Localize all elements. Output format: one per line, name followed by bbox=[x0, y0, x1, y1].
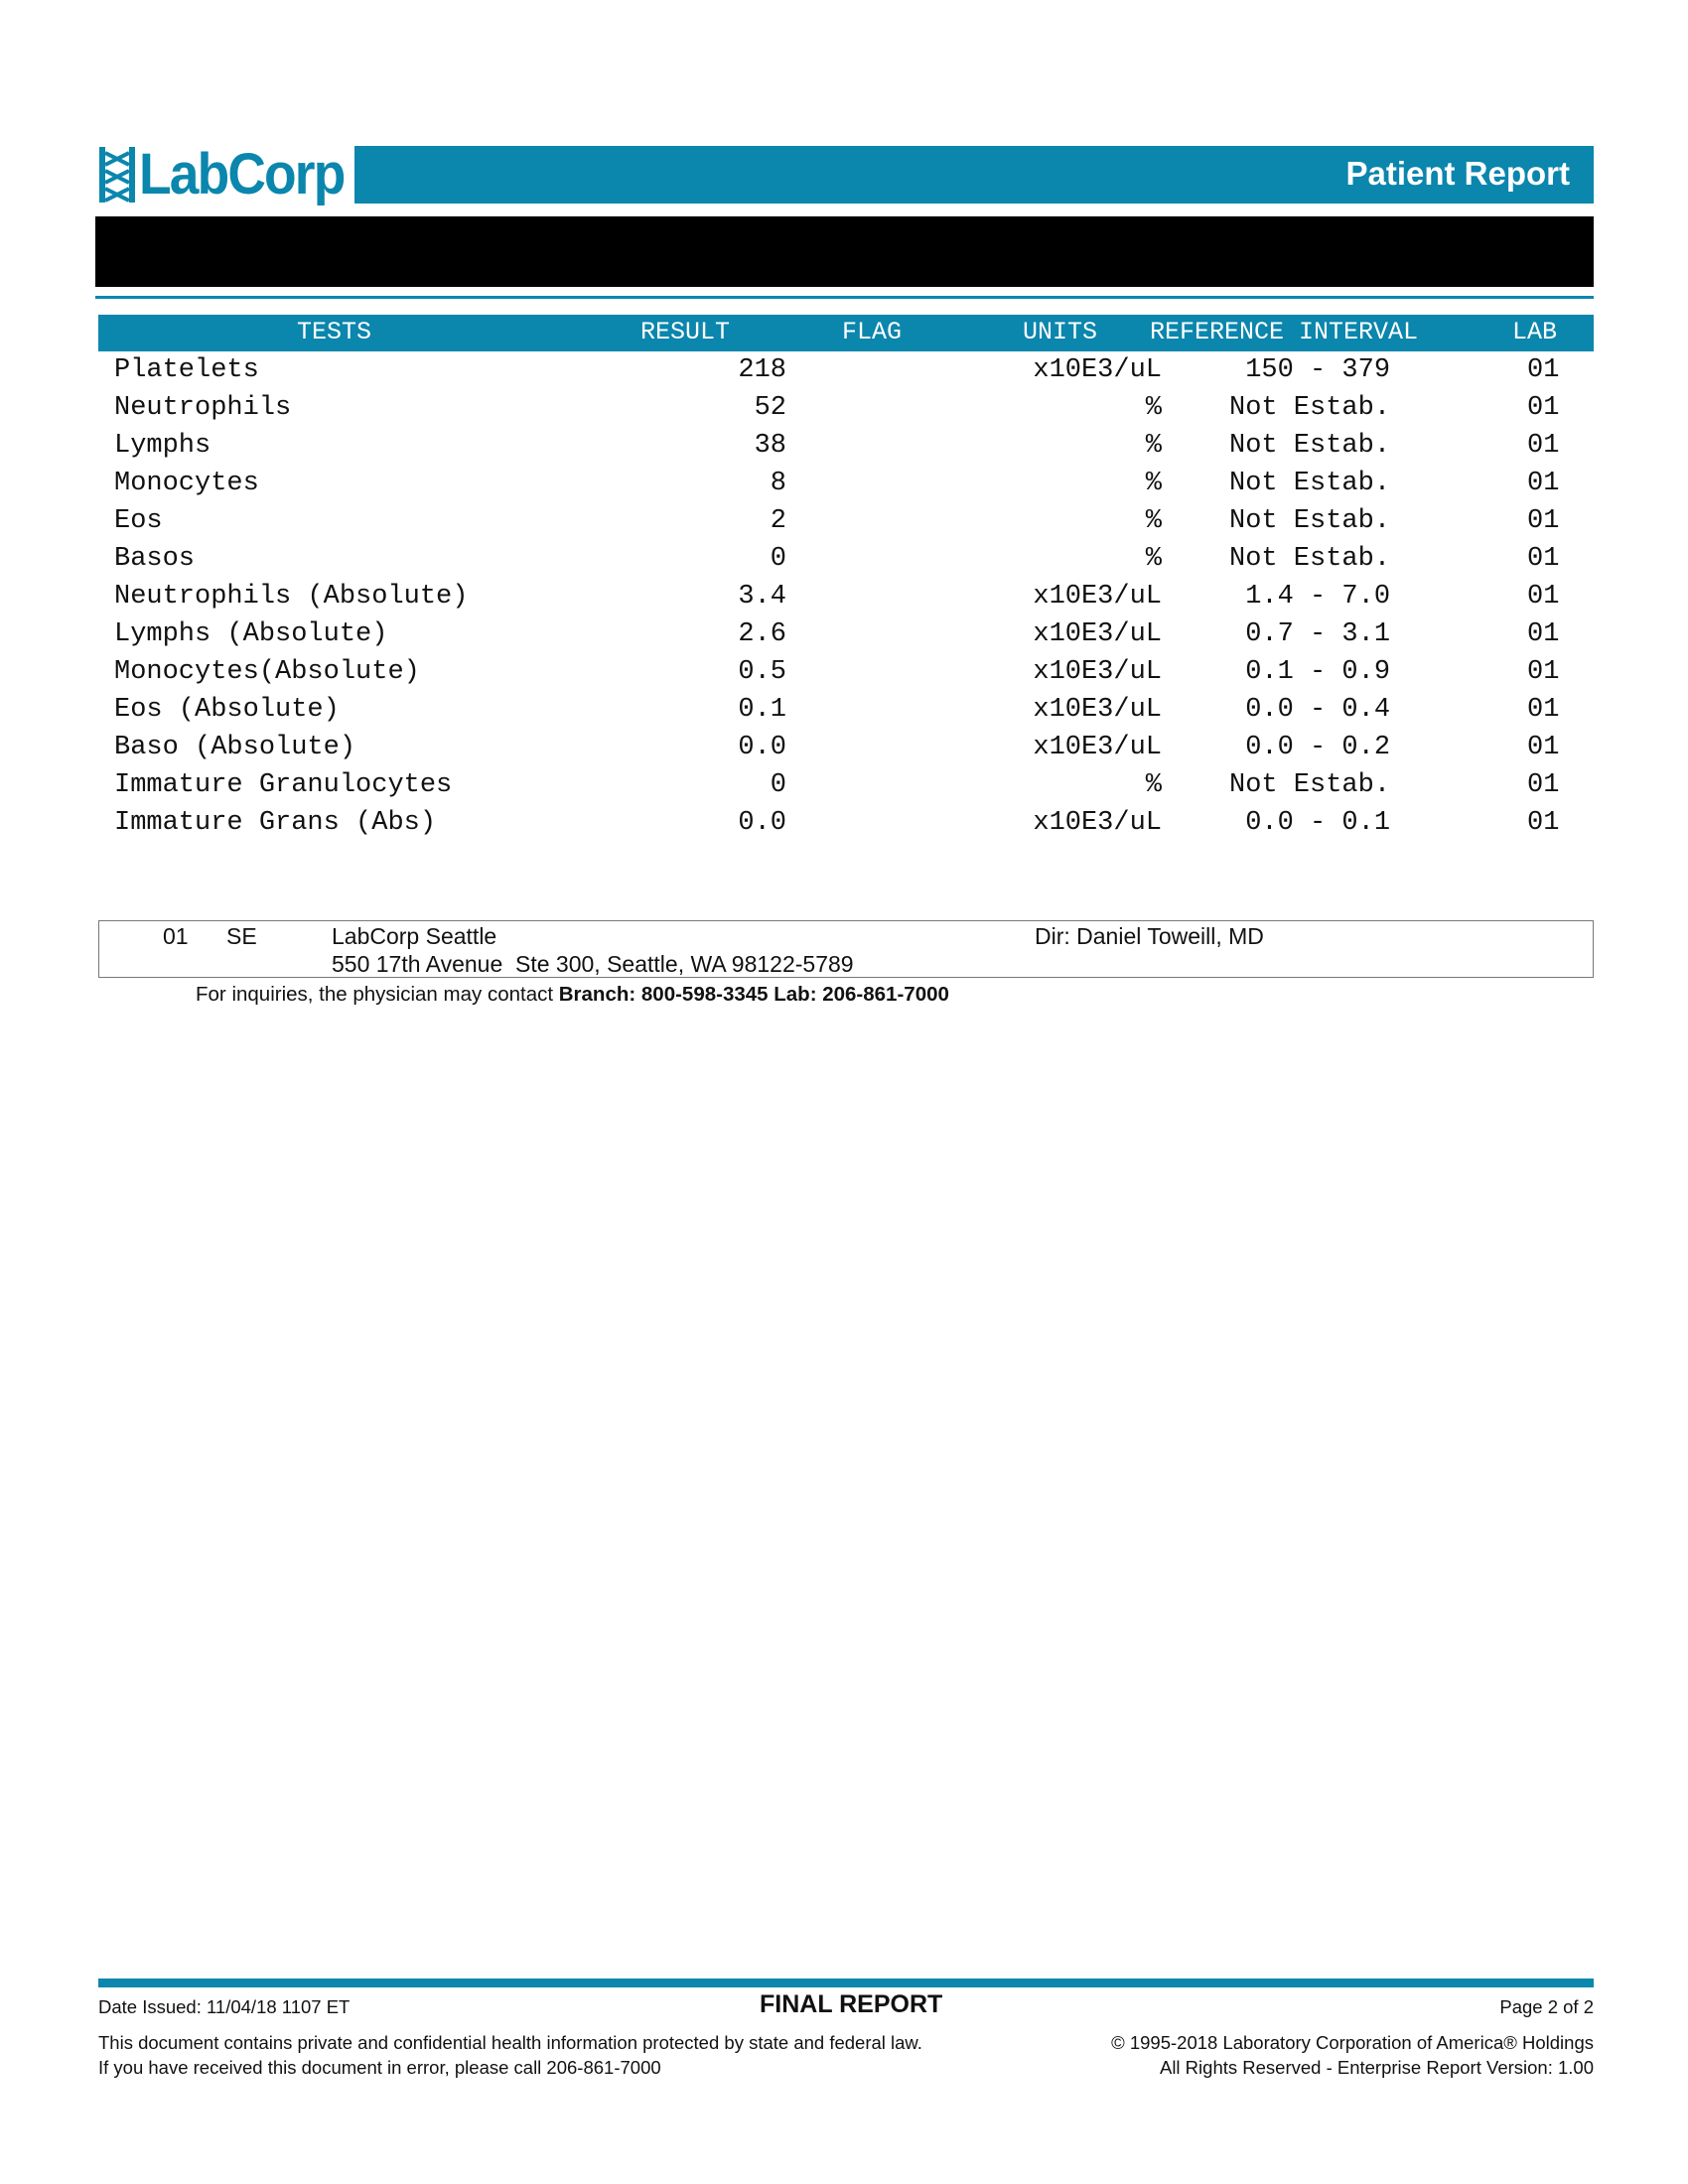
test-name: Platelets bbox=[114, 355, 259, 385]
test-result: 0.5 bbox=[738, 657, 786, 687]
reference-interval: Not Estab. bbox=[1229, 770, 1391, 800]
inquiry-text: For inquiries, the physician may contact bbox=[196, 983, 559, 1006]
reference-interval: 0.7 - 3.1 bbox=[1229, 619, 1391, 649]
test-name: Eos bbox=[114, 506, 163, 536]
logo-wordmark: LabCorp bbox=[139, 142, 345, 206]
test-name: Immature Grans (Abs) bbox=[114, 808, 437, 838]
performing-lab-box bbox=[98, 920, 1594, 978]
reference-interval: 0.0 - 0.4 bbox=[1229, 695, 1391, 725]
date-issued: Date Issued: 11/04/18 1107 ET bbox=[98, 1996, 351, 2017]
test-units: x10E3/uL bbox=[1033, 733, 1162, 762]
test-units: % bbox=[1145, 469, 1162, 498]
lab-info-name: LabCorp Seattle bbox=[332, 923, 497, 949]
lab-code: 01 bbox=[1527, 733, 1560, 762]
test-name: Basos bbox=[114, 544, 196, 574]
reference-interval: Not Estab. bbox=[1229, 393, 1391, 423]
reference-interval: 0.0 - 0.1 bbox=[1229, 808, 1391, 838]
reference-interval: 1.4 - 7.0 bbox=[1229, 582, 1391, 612]
confidential-notice-line-1: This document contains private and confidential health information protected by state and federal law. bbox=[98, 2032, 922, 2053]
lab-code: 01 bbox=[1527, 469, 1560, 498]
table-row bbox=[0, 582, 1688, 619]
lab-info-director: Dir: Daniel Toweill, MD bbox=[1035, 923, 1264, 949]
reference-interval: 0.1 - 0.9 bbox=[1229, 657, 1391, 687]
inquiry-line bbox=[196, 983, 949, 1007]
test-result: 0.0 bbox=[738, 733, 786, 762]
test-result: 218 bbox=[738, 355, 786, 385]
lab-info-code: 01 bbox=[163, 923, 189, 949]
table-row bbox=[0, 695, 1688, 733]
column-header-reference-interval: REFERENCE INTERVAL bbox=[1150, 318, 1419, 346]
test-result: 8 bbox=[770, 469, 786, 498]
lab-code: 01 bbox=[1527, 544, 1560, 574]
test-result: 2 bbox=[770, 506, 786, 536]
test-units: % bbox=[1145, 544, 1162, 574]
reference-interval: Not Estab. bbox=[1229, 544, 1391, 574]
test-units: x10E3/uL bbox=[1033, 695, 1162, 725]
test-result: 38 bbox=[754, 431, 786, 461]
lab-info-address: 550 17th Avenue Ste 300, Seattle, WA 98122-5789 bbox=[332, 951, 854, 977]
test-name: Baso (Absolute) bbox=[114, 733, 356, 762]
table-row bbox=[0, 733, 1688, 770]
results-table-header bbox=[98, 315, 1594, 351]
lab-code: 01 bbox=[1527, 657, 1560, 687]
test-name: Neutrophils (Absolute) bbox=[114, 582, 469, 612]
test-name: Neutrophils bbox=[114, 393, 292, 423]
lab-code: 01 bbox=[1527, 355, 1560, 385]
test-name: Monocytes bbox=[114, 469, 259, 498]
test-result: 0.1 bbox=[738, 695, 786, 725]
table-row bbox=[0, 770, 1688, 808]
reference-interval: Not Estab. bbox=[1229, 431, 1391, 461]
test-name: Lymphs bbox=[114, 431, 211, 461]
copyright-line-2: All Rights Reserved - Enterprise Report Version: 1.00 bbox=[1159, 2057, 1594, 2078]
table-row bbox=[0, 657, 1688, 695]
lab-code: 01 bbox=[1527, 431, 1560, 461]
test-name: Eos (Absolute) bbox=[114, 695, 340, 725]
test-name: Monocytes(Absolute) bbox=[114, 657, 420, 687]
lab-code: 01 bbox=[1527, 619, 1560, 649]
table-row bbox=[0, 506, 1688, 544]
lab-code: 01 bbox=[1527, 808, 1560, 838]
inquiry-contacts: Branch: 800-598-3345 Lab: 206-861-7000 bbox=[558, 983, 949, 1006]
column-header-tests: TESTS bbox=[297, 318, 372, 346]
test-units: % bbox=[1145, 431, 1162, 461]
lab-code: 01 bbox=[1527, 506, 1560, 536]
lab-code: 01 bbox=[1527, 582, 1560, 612]
test-name: Lymphs (Absolute) bbox=[114, 619, 388, 649]
labcorp-dna-icon bbox=[99, 147, 135, 203]
column-header-units: UNITS bbox=[1023, 318, 1098, 346]
test-units: % bbox=[1145, 506, 1162, 536]
column-header-flag: FLAG bbox=[842, 318, 903, 346]
report-title-bar bbox=[354, 146, 1594, 204]
confidential-notice-line-2: If you have received this document in error, please call 206-861-7000 bbox=[98, 2057, 661, 2078]
report-status: FINAL REPORT bbox=[760, 1990, 943, 2018]
lab-code: 01 bbox=[1527, 393, 1560, 423]
table-row bbox=[0, 393, 1688, 431]
test-units: % bbox=[1145, 770, 1162, 800]
report-title: Patient Report bbox=[1345, 155, 1570, 192]
column-header-result: RESULT bbox=[640, 318, 731, 346]
reference-interval: 0.0 - 0.2 bbox=[1229, 733, 1391, 762]
test-result: 0 bbox=[770, 770, 786, 800]
lab-info-site: SE bbox=[226, 923, 257, 949]
test-units: x10E3/uL bbox=[1033, 657, 1162, 687]
test-result: 3.4 bbox=[738, 582, 786, 612]
table-row bbox=[0, 469, 1688, 506]
lab-code: 01 bbox=[1527, 695, 1560, 725]
reference-interval: 150 - 379 bbox=[1229, 355, 1391, 385]
labcorp-logo bbox=[99, 143, 361, 206]
patient-info-bar bbox=[95, 216, 1594, 287]
page-number: Page 2 of 2 bbox=[1499, 1996, 1594, 2017]
test-result: 2.6 bbox=[738, 619, 786, 649]
footer-divider bbox=[98, 1979, 1594, 1987]
test-name: Immature Granulocytes bbox=[114, 770, 453, 800]
test-result: 52 bbox=[754, 393, 786, 423]
reference-interval: Not Estab. bbox=[1229, 469, 1391, 498]
header-divider bbox=[95, 296, 1594, 299]
column-header-lab: LAB bbox=[1512, 318, 1558, 346]
table-row bbox=[0, 431, 1688, 469]
test-result: 0 bbox=[770, 544, 786, 574]
table-row bbox=[0, 808, 1688, 846]
test-result: 0.0 bbox=[738, 808, 786, 838]
test-units: x10E3/uL bbox=[1033, 582, 1162, 612]
table-row bbox=[0, 355, 1688, 393]
table-row bbox=[0, 619, 1688, 657]
reference-interval: Not Estab. bbox=[1229, 506, 1391, 536]
table-row bbox=[0, 544, 1688, 582]
test-units: x10E3/uL bbox=[1033, 619, 1162, 649]
test-units: x10E3/uL bbox=[1033, 355, 1162, 385]
test-units: x10E3/uL bbox=[1033, 808, 1162, 838]
copyright-line-1: © 1995-2018 Laboratory Corporation of America® Holdings bbox=[1111, 2032, 1594, 2053]
lab-code: 01 bbox=[1527, 770, 1560, 800]
test-units: % bbox=[1145, 393, 1162, 423]
